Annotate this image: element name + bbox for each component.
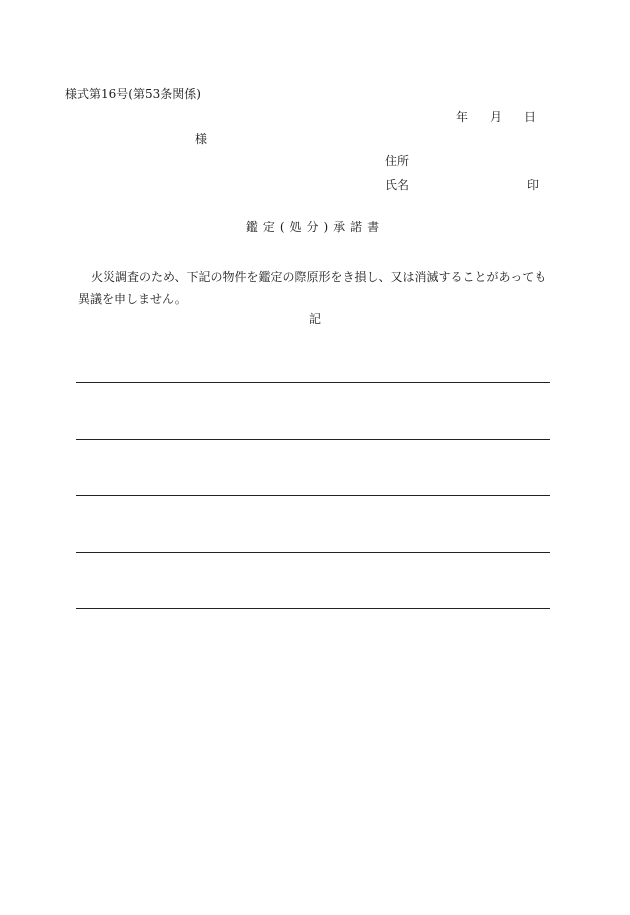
item-entry-line xyxy=(76,439,550,440)
date-month-label: 月 xyxy=(490,110,503,124)
note-heading: 記 xyxy=(308,312,321,326)
date-year-label: 年 xyxy=(456,110,469,124)
addressee-suffix: 様 xyxy=(195,132,208,146)
address-label: 住所 xyxy=(385,154,410,168)
consent-body-text: 火災調査のため、下記の物件を鑑定の際原形をき損し、又は消滅することがあっても異議を申しません。 xyxy=(78,270,547,306)
item-entry-line xyxy=(76,382,550,383)
date-row xyxy=(456,110,536,124)
seal-label: 印 xyxy=(527,178,540,192)
form-number: 様式第16号(第53条関係) xyxy=(65,87,201,101)
item-entry-line xyxy=(76,552,550,553)
item-entry-line xyxy=(76,608,550,609)
name-label: 氏名 xyxy=(385,178,410,192)
date-day-label: 日 xyxy=(524,110,537,124)
item-entry-line xyxy=(76,495,550,496)
document-title: 鑑定(処分)承諾書 xyxy=(245,220,385,234)
